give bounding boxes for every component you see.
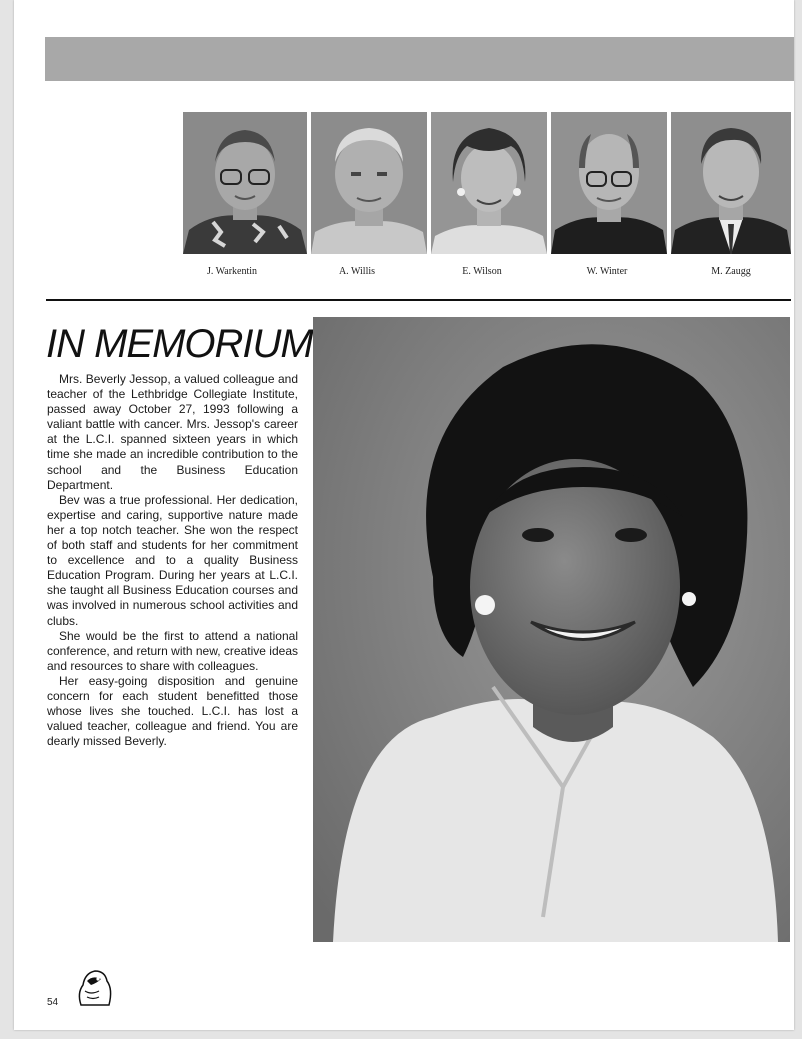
portrait-wilson	[431, 112, 547, 254]
portrait-warkentin	[183, 112, 307, 254]
memorial-portrait	[313, 317, 790, 942]
section-divider	[46, 299, 791, 301]
portrait-winter	[551, 112, 667, 254]
memorial-paragraph: She would be the first to attend a national conference, and return with new, creative ideas and resources to share with colleagues.	[47, 628, 298, 673]
portrait-willis	[311, 112, 427, 254]
caption-wilson: E. Wilson	[462, 266, 502, 277]
mascot-logo	[73, 967, 115, 1007]
page-number: 54	[47, 997, 59, 1008]
memorial-paragraph: Her easy-going disposition and genuine concern for each student benefitted those whose lives she touched. L.C.I. has lost a valued teacher, colleague and friend. You are dearly missed Beverly.	[47, 673, 298, 749]
portrait-zaugg	[671, 112, 791, 254]
memorial-text	[47, 372, 298, 749]
caption-zaugg: M. Zaugg	[711, 266, 751, 277]
memorial-paragraph: Bev was a true professional. Her dedication, expertise and caring, supportive nature made her a top notch teacher. She won the respect of both staff and students for her commitment to excellence and to a quality Business Education Program. During her years at L.C.I. she taught all Business Education courses and was involved in numerous school activities and clubs.	[47, 492, 298, 628]
header-band	[45, 37, 794, 81]
caption-winter: W. Winter	[586, 266, 628, 277]
caption-willis: A. Willis	[338, 266, 376, 277]
caption-warkentin: J. Warkentin	[206, 266, 258, 277]
memorial-paragraph: Mrs. Beverly Jessop, a valued colleague and teacher of the Lethbridge Collegiate Institute, passed away October 27, 1993 following a valiant battle with cancer. Mrs. Jessop's career at the L.C.I. spanned sixteen years in which time she made an incredible contribution to the school and the Business Education Department.	[47, 372, 298, 492]
memorial-heading: IN MEMORIUM	[46, 322, 313, 366]
